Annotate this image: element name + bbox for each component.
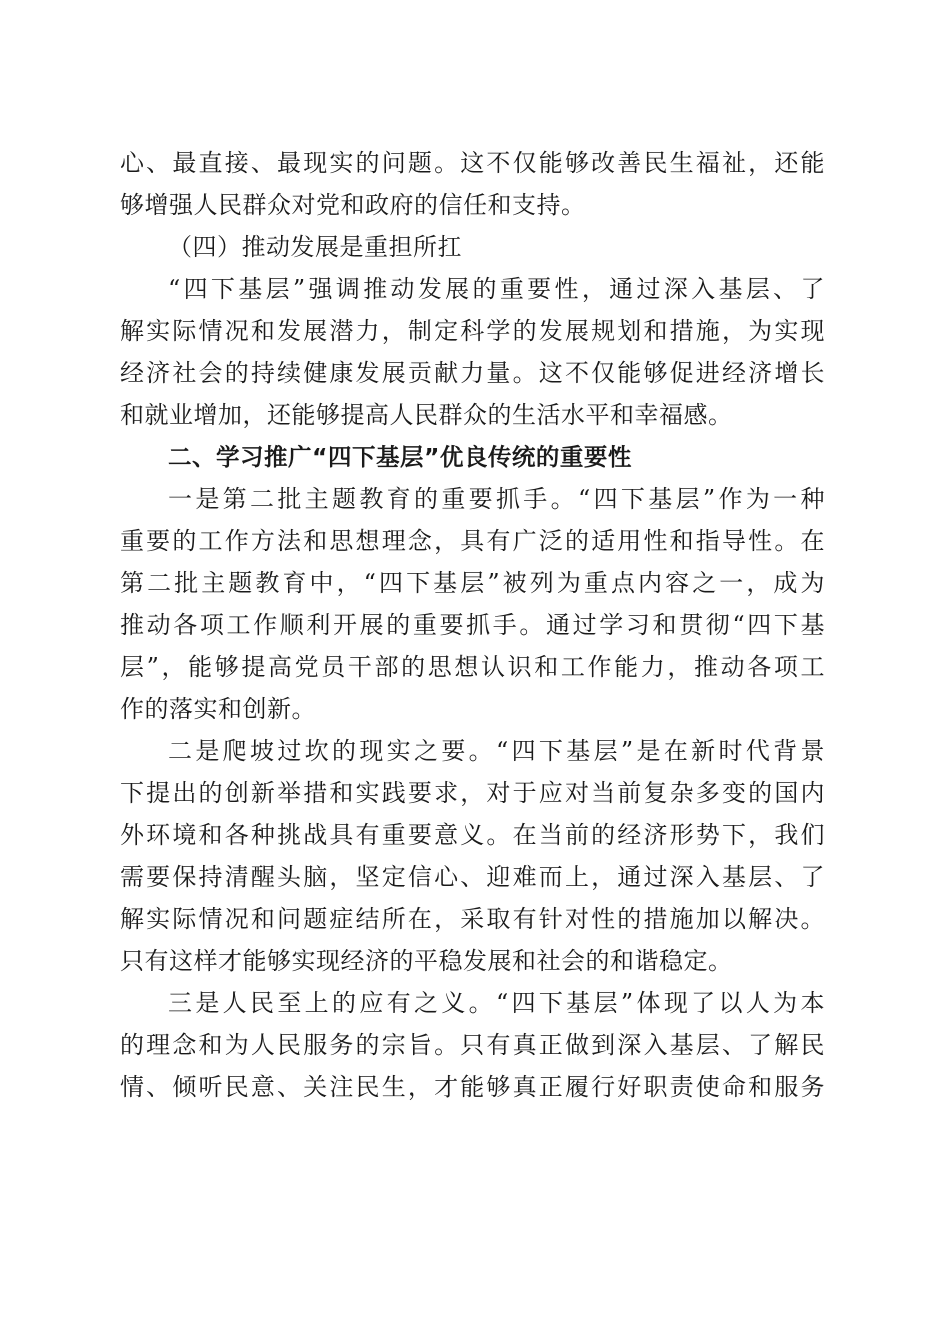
- text-line: 的理念和为人民服务的宗旨。只有真正做到深入基层、了解民: [120, 1031, 825, 1059]
- text-line: 和就业增加，还能够提高人民群众的生活水平和幸福感。: [120, 401, 733, 429]
- text-line: 层”，能够提高党员干部的思想认识和工作能力，推动各项工: [120, 653, 825, 681]
- body-paragraph: [120, 142, 825, 226]
- body-paragraph: [120, 478, 825, 730]
- text-line: 够增强人民群众对党和政府的信任和支持。: [120, 191, 586, 219]
- text-line: 二、学习推广“四下基层”优良传统的重要性: [168, 443, 632, 471]
- text-line: 一是第二批主题教育的重要抓手。“四下基层”作为一种: [168, 485, 825, 513]
- text-line: “四下基层”强调推动发展的重要性，通过深入基层、了: [168, 275, 825, 303]
- text-line: 需要保持清醒头脑，坚定信心、迎难而上，通过深入基层、了: [120, 863, 825, 891]
- text-line: （四）推动发展是重担所扛: [168, 233, 462, 261]
- text-line: 推动各项工作顺利开展的重要抓手。通过学习和贯彻“四下基: [120, 611, 825, 639]
- text-line: 经济社会的持续健康发展贡献力量。这不仅能够促进经济增长: [120, 359, 825, 387]
- text-line: 三是人民至上的应有之义。“四下基层”体现了以人为本: [168, 989, 825, 1017]
- body-paragraph: [120, 268, 825, 436]
- text-line: 只有这样才能够实现经济的平稳发展和社会的和谐稳定。: [120, 947, 733, 975]
- text-line: 心、最直接、最现实的问题。这不仅能够改善民生福祉，还能: [120, 149, 825, 177]
- body-paragraph: [120, 982, 825, 1108]
- text-line: 情、倾听民意、关注民生，才能够真正履行好职责使命和服务: [120, 1073, 825, 1101]
- document-body: [120, 142, 825, 1108]
- text-line: 二是爬坡过坎的现实之要。“四下基层”是在新时代背景: [168, 737, 825, 765]
- subsection-heading: [120, 226, 825, 268]
- body-paragraph: [120, 730, 825, 982]
- text-line: 重要的工作方法和思想理念，具有广泛的适用性和指导性。在: [120, 527, 825, 555]
- text-line: 第二批主题教育中，“四下基层”被列为重点内容之一，成为: [120, 569, 825, 597]
- text-line: 作的落实和创新。: [120, 695, 316, 723]
- text-line: 解实际情况和问题症结所在，采取有针对性的措施加以解决。: [120, 905, 825, 933]
- text-line: 解实际情况和发展潜力，制定科学的发展规划和措施，为实现: [120, 317, 825, 345]
- section-heading: [120, 436, 825, 478]
- text-line: 下提出的创新举措和实践要求，对于应对当前复杂多变的国内: [120, 779, 825, 807]
- text-line: 外环境和各种挑战具有重要意义。在当前的经济形势下，我们: [120, 821, 825, 849]
